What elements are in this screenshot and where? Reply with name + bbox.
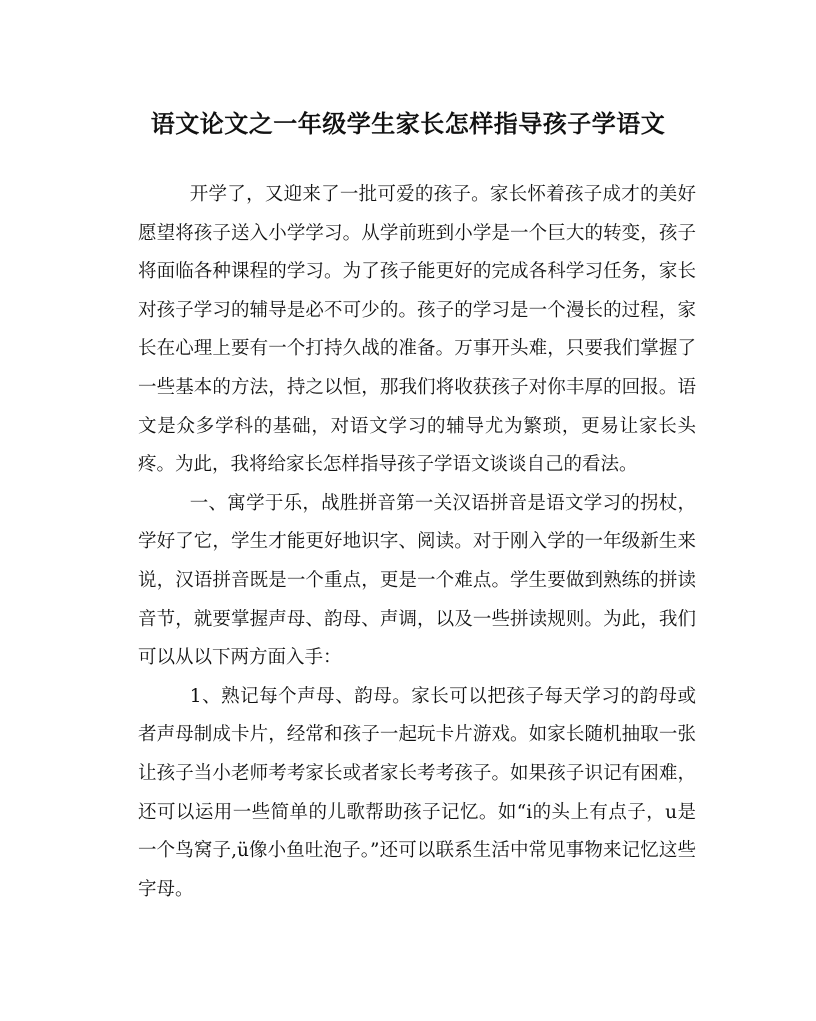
paragraph-section-one: 一、寓学于乐，战胜拼音第一关汉语拼音是语文学习的拐杖，学好了它，学生才能更好地识字、阅读。对于刚入学的一年级新生来说，汉语拼音既是一个重点，更是一个难点。学生要做到熟练的拼读音节，就要掌握声母、韵母、声调，以及一些拼读规则。为此，我们可以从以下两方面入手： bbox=[138, 492, 696, 669]
paragraph-intro: 开学了，又迎来了一批可爱的孩子。家长怀着孩子成才的美好愿望将孩子送入小学学习。从学前班到小学是一个巨大的转变，孩子将面临各种课程的学习。为了孩子能更好的完成各科学习任务，家长对孩子学习的辅导是必不可少的。孩子的学习是一个漫长的过程，家长在心理上要有一个打持久战的准备。万事开头难，只要我们掌握了一些基本的方法，持之以恒，那我们将收获孩子对你丰厚的回报。语文是众多学科的基础，对语文学习的辅导尤为繁琐，更易让家长头疼。为此，我将给家长怎样指导孩子学语文谈谈自己的看法。 bbox=[138, 184, 696, 476]
document-body bbox=[138, 176, 696, 909]
document-title: 语文论文之一年级学生家长怎样指导孩子学语文 bbox=[150, 109, 666, 138]
paragraph-point-one: 1、熟记每个声母、韵母。家长可以把孩子每天学习的韵母或者声母制成卡片，经常和孩子一起玩卡片游戏。如家长随机抽取一张让孩子当小老师考考家长或者家长考考孩子。如果孩子识记有困难，还可以运用一些简单的儿歌帮助孩子记忆。如“i的头上有点子，u是一个鸟窝子,ü像小鱼吐泡子。”还可以联系生活中常见事物来记忆这些字母。 bbox=[138, 685, 696, 900]
